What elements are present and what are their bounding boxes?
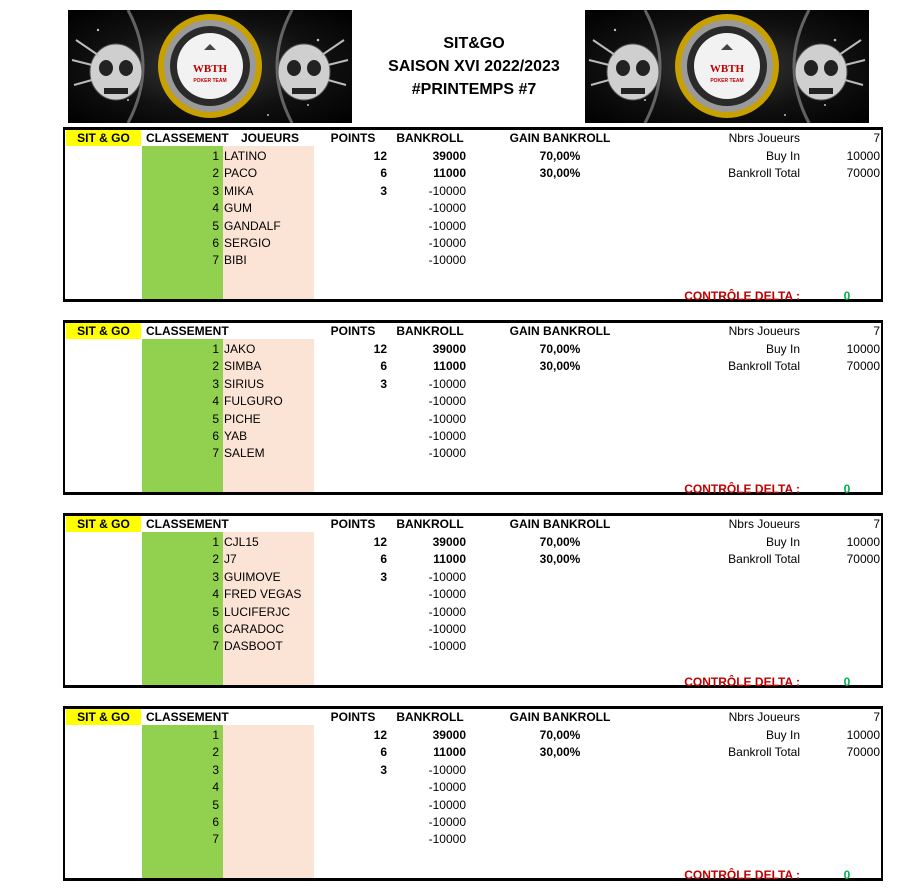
gain-bankroll-header: GAIN BANKROLL xyxy=(509,324,611,338)
bankroll-cell: 39000 xyxy=(432,342,466,356)
joueurs-column-fill xyxy=(223,725,314,878)
nbrs-joueurs-value: 7 xyxy=(873,517,880,531)
bankroll-cell: 39000 xyxy=(432,728,466,742)
rank-cell: 2 xyxy=(212,359,219,373)
bankroll-total-value: 70000 xyxy=(846,166,880,180)
bankroll-cell: -10000 xyxy=(428,236,466,250)
player-name-cell: YAB xyxy=(224,429,248,443)
rank-cell: 5 xyxy=(212,412,219,426)
rank-cell: 1 xyxy=(212,342,219,356)
player-name-cell: FULGURO xyxy=(224,394,283,408)
gain-bankroll-cell: 30,00% xyxy=(539,359,581,373)
points-cell: 6 xyxy=(380,166,387,180)
bankroll-cell: -10000 xyxy=(428,780,466,794)
rank-cell: 5 xyxy=(212,219,219,233)
bankroll-cell: 11000 xyxy=(433,359,466,373)
classement-header: CLASSEMENT xyxy=(146,517,229,531)
player-name-cell: SERGIO xyxy=(224,236,271,250)
points-header: POINTS xyxy=(330,710,376,724)
rank-cell: 2 xyxy=(212,552,219,566)
buy-in-label: Buy In xyxy=(765,342,800,356)
points-cell: 12 xyxy=(373,342,387,356)
bankroll-cell: 11000 xyxy=(433,745,466,759)
points-cell: 12 xyxy=(373,728,387,742)
svg-text:POKER TEAM: POKER TEAM xyxy=(710,78,744,84)
gain-bankroll-cell: 30,00% xyxy=(539,552,581,566)
controle-delta-label: CONTRÔLE DELTA : xyxy=(684,482,800,496)
player-name-cell: PACO xyxy=(224,166,258,180)
gain-bankroll-cell: 30,00% xyxy=(539,166,581,180)
buy-in-value: 10000 xyxy=(846,342,880,356)
sitgo-label: SIT & GO xyxy=(66,516,141,532)
bankroll-cell: -10000 xyxy=(428,219,466,233)
player-name-cell: BIBI xyxy=(224,253,247,267)
title-line-2: SAISON XVI 2022/2023 xyxy=(388,58,560,75)
bankroll-cell: -10000 xyxy=(428,639,466,653)
nbrs-joueurs-label: Nbrs Joueurs xyxy=(728,131,800,145)
player-name-cell: SALEM xyxy=(224,446,265,460)
bankroll-cell: 39000 xyxy=(432,149,466,163)
bankroll-total-label: Bankroll Total xyxy=(728,552,800,566)
bankroll-cell: -10000 xyxy=(428,184,466,198)
player-name-cell: LUCIFERJC xyxy=(224,605,291,619)
points-cell: 3 xyxy=(380,377,387,391)
controle-delta-value: 0 xyxy=(843,289,851,303)
classement-header: CLASSEMENT xyxy=(146,710,229,724)
gain-bankroll-cell: 70,00% xyxy=(539,535,581,549)
bankroll-total-label: Bankroll Total xyxy=(728,166,800,180)
gain-bankroll-header: GAIN BANKROLL xyxy=(509,517,611,531)
rank-cell: 4 xyxy=(212,201,219,215)
rank-cell: 1 xyxy=(212,149,219,163)
rank-cell: 5 xyxy=(212,798,219,812)
bankroll-cell: -10000 xyxy=(428,394,466,408)
bankroll-total-value: 70000 xyxy=(846,552,880,566)
sitgo-table xyxy=(63,513,883,688)
player-name-cell: PICHE xyxy=(224,412,261,426)
rank-cell: 7 xyxy=(212,639,219,653)
player-name-cell: MIKA xyxy=(224,184,254,198)
player-name-cell: J7 xyxy=(224,552,237,566)
controle-delta-value: 0 xyxy=(843,675,851,689)
bankroll-cell: -10000 xyxy=(428,570,466,584)
rank-cell: 7 xyxy=(212,832,219,846)
buy-in-value: 10000 xyxy=(846,535,880,549)
rank-cell: 7 xyxy=(212,253,219,267)
gain-bankroll-cell: 70,00% xyxy=(539,149,581,163)
nbrs-joueurs-label: Nbrs Joueurs xyxy=(728,324,800,338)
sitgo-table xyxy=(63,706,883,881)
points-cell: 12 xyxy=(373,535,387,549)
svg-text:POKER TEAM: POKER TEAM xyxy=(193,78,227,84)
buy-in-label: Buy In xyxy=(765,535,800,549)
rank-cell: 3 xyxy=(212,763,219,777)
sitgo-table xyxy=(63,320,883,495)
points-cell: 3 xyxy=(380,763,387,777)
bankroll-cell: -10000 xyxy=(428,605,466,619)
nbrs-joueurs-value: 7 xyxy=(873,710,880,724)
bankroll-total-label: Bankroll Total xyxy=(728,745,800,759)
bankroll-cell: -10000 xyxy=(428,412,466,426)
controle-delta-value: 0 xyxy=(843,868,851,882)
svg-text:WBTH: WBTH xyxy=(709,63,745,75)
bankroll-header: BANKROLL xyxy=(396,324,464,338)
bankroll-cell: -10000 xyxy=(428,429,466,443)
joueurs-header: JOUEURS xyxy=(241,131,300,145)
player-name-cell: JAKO xyxy=(224,342,256,356)
bankroll-cell: -10000 xyxy=(428,798,466,812)
rank-cell: 4 xyxy=(212,780,219,794)
rank-cell: 6 xyxy=(212,429,219,443)
rank-cell: 6 xyxy=(212,236,219,250)
points-cell: 3 xyxy=(380,184,387,198)
points-header: POINTS xyxy=(330,131,376,145)
player-name-cell: CJL15 xyxy=(224,535,259,549)
controle-delta-label: CONTRÔLE DELTA : xyxy=(684,868,800,882)
player-name-cell: SIMBA xyxy=(224,359,262,373)
svg-text:WBTH: WBTH xyxy=(192,63,228,75)
rank-cell: 1 xyxy=(212,535,219,549)
player-name-cell: GUM xyxy=(224,201,252,215)
rank-cell: 7 xyxy=(212,446,219,460)
sitgo-table xyxy=(63,127,883,302)
points-header: POINTS xyxy=(330,324,376,338)
bankroll-cell: -10000 xyxy=(428,253,466,267)
bankroll-cell: 11000 xyxy=(433,552,466,566)
gain-bankroll-header: GAIN BANKROLL xyxy=(509,710,611,724)
bankroll-cell: -10000 xyxy=(428,377,466,391)
controle-delta-value: 0 xyxy=(843,482,851,496)
rank-cell: 4 xyxy=(212,394,219,408)
player-name-cell: GUIMOVE xyxy=(224,570,281,584)
bankroll-header: BANKROLL xyxy=(396,710,464,724)
points-cell: 6 xyxy=(380,745,387,759)
bankroll-cell: 39000 xyxy=(432,535,466,549)
bankroll-cell: 11000 xyxy=(433,166,466,180)
wbth-logo-left xyxy=(68,10,352,123)
buy-in-label: Buy In xyxy=(765,149,800,163)
buy-in-value: 10000 xyxy=(846,728,880,742)
points-cell: 6 xyxy=(380,552,387,566)
bankroll-cell: -10000 xyxy=(428,832,466,846)
player-name-cell: DASBOOT xyxy=(224,639,283,653)
gain-bankroll-cell: 30,00% xyxy=(539,745,581,759)
gain-bankroll-header: GAIN BANKROLL xyxy=(509,131,611,145)
player-name-cell: SIRIUS xyxy=(224,377,265,391)
bankroll-cell: -10000 xyxy=(428,763,466,777)
nbrs-joueurs-label: Nbrs Joueurs xyxy=(728,517,800,531)
sitgo-label: SIT & GO xyxy=(66,323,141,339)
player-name-cell: FRED VEGAS xyxy=(224,587,302,601)
rank-cell: 2 xyxy=(212,166,219,180)
controle-delta-label: CONTRÔLE DELTA : xyxy=(684,289,800,303)
bankroll-cell: -10000 xyxy=(428,815,466,829)
rank-cell: 1 xyxy=(212,728,219,742)
page-title xyxy=(355,32,593,101)
rank-cell: 4 xyxy=(212,587,219,601)
bankroll-header: BANKROLL xyxy=(396,131,464,145)
player-name-cell: GANDALF xyxy=(224,219,281,233)
nbrs-joueurs-value: 7 xyxy=(873,324,880,338)
wbth-logo-right xyxy=(585,10,869,123)
nbrs-joueurs-label: Nbrs Joueurs xyxy=(728,710,800,724)
player-name-cell: LATINO xyxy=(224,149,267,163)
bankroll-total-value: 70000 xyxy=(846,745,880,759)
rank-cell: 6 xyxy=(212,622,219,636)
sitgo-label: SIT & GO xyxy=(66,709,141,725)
player-name-cell: CARADOC xyxy=(224,622,285,636)
points-cell: 6 xyxy=(380,359,387,373)
buy-in-value: 10000 xyxy=(846,149,880,163)
title-line-1: SIT&GO xyxy=(443,35,505,52)
bankroll-total-value: 70000 xyxy=(846,359,880,373)
bankroll-cell: -10000 xyxy=(428,622,466,636)
bankroll-cell: -10000 xyxy=(428,446,466,460)
classement-header: CLASSEMENT xyxy=(146,131,229,145)
gain-bankroll-cell: 70,00% xyxy=(539,342,581,356)
points-cell: 3 xyxy=(380,570,387,584)
gain-bankroll-cell: 70,00% xyxy=(539,728,581,742)
bankroll-cell: -10000 xyxy=(428,201,466,215)
rank-cell: 3 xyxy=(212,570,219,584)
rank-cell: 5 xyxy=(212,605,219,619)
title-line-3: #PRINTEMPS #7 xyxy=(411,81,537,98)
points-header: POINTS xyxy=(330,517,376,531)
bankroll-header: BANKROLL xyxy=(396,517,464,531)
rank-cell: 3 xyxy=(212,184,219,198)
rank-cell: 6 xyxy=(212,815,219,829)
points-cell: 12 xyxy=(373,149,387,163)
controle-delta-label: CONTRÔLE DELTA : xyxy=(684,675,800,689)
bankroll-cell: -10000 xyxy=(428,587,466,601)
nbrs-joueurs-value: 7 xyxy=(873,131,880,145)
rank-cell: 3 xyxy=(212,377,219,391)
classement-header: CLASSEMENT xyxy=(146,324,229,338)
sitgo-label: SIT & GO xyxy=(66,130,141,146)
buy-in-label: Buy In xyxy=(765,728,800,742)
bankroll-total-label: Bankroll Total xyxy=(728,359,800,373)
rank-cell: 2 xyxy=(212,745,219,759)
